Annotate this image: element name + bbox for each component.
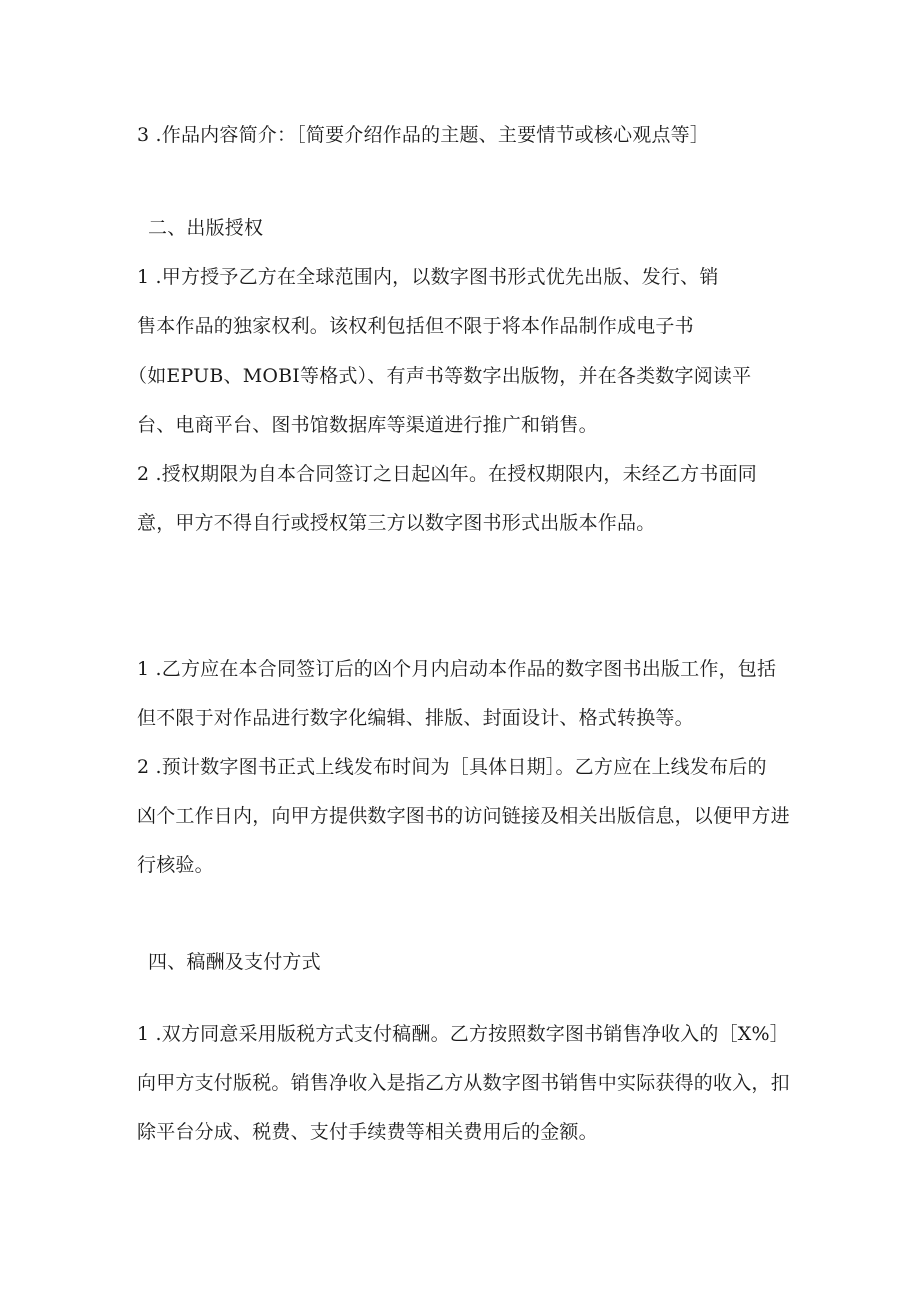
schedule-item2-line1: 2 .预计数字图书正式上线发布时间为［具体日期］。乙方应在上线发布后的 — [137, 756, 767, 778]
license-item1-line1: 1 .甲方授予乙方在全球范围内，以数字图书形式优先出版、发行、销 — [137, 266, 719, 288]
royalty-item1-line2: 向甲方支付版税。销售净收入是指乙方从数字图书销售中实际获得的收入，扣 — [137, 1072, 790, 1094]
license-item2-line2: 意，甲方不得自行或授权第三方以数字图书形式出版本作品。 — [137, 512, 656, 534]
section-heading-royalty-payment: 四、稿酬及支付方式 — [148, 951, 321, 973]
license-item1-line2: 售本作品的独家权利。该权利包括但不限于将本作品制作成电子书 — [137, 315, 694, 337]
item-work-summary: 3 .作品内容简介：［简要介绍作品的主题、主要情节或核心观点等］ — [137, 124, 710, 146]
schedule-item1-line2: 但不限于对作品进行数字化编辑、排版、封面设计、格式转换等。 — [137, 707, 694, 729]
license-item2-line1: 2 .授权期限为自本合同签订之日起凶年。在授权期限内，未经乙方书面同 — [137, 463, 757, 485]
license-item1-line4: 台、电商平台、图书馆数据库等渠道进行推广和销售。 — [137, 414, 598, 436]
license-item1-line3: （如EPUB、MOBI等格式）、有声书等数字出版物，并在各类数字阅读平 — [128, 365, 752, 387]
schedule-item2-line2: 凶个工作日内，向甲方提供数字图书的访问链接及相关出版信息，以便甲方进 — [137, 805, 790, 827]
schedule-item1-line1: 1 .乙方应在本合同签订后的凶个月内启动本作品的数字图书出版工作，包括 — [137, 658, 777, 680]
royalty-item1-line1: 1 .双方同意采用版税方式支付稿酬。乙方按照数字图书销售净收入的［X%］ — [137, 1023, 789, 1045]
royalty-item1-line3: 除平台分成、税费、支付手续费等相关费用后的金额。 — [137, 1121, 598, 1143]
schedule-item2-line3: 行核验。 — [137, 854, 214, 876]
section-heading-publishing-license: 二、出版授权 — [148, 217, 264, 239]
